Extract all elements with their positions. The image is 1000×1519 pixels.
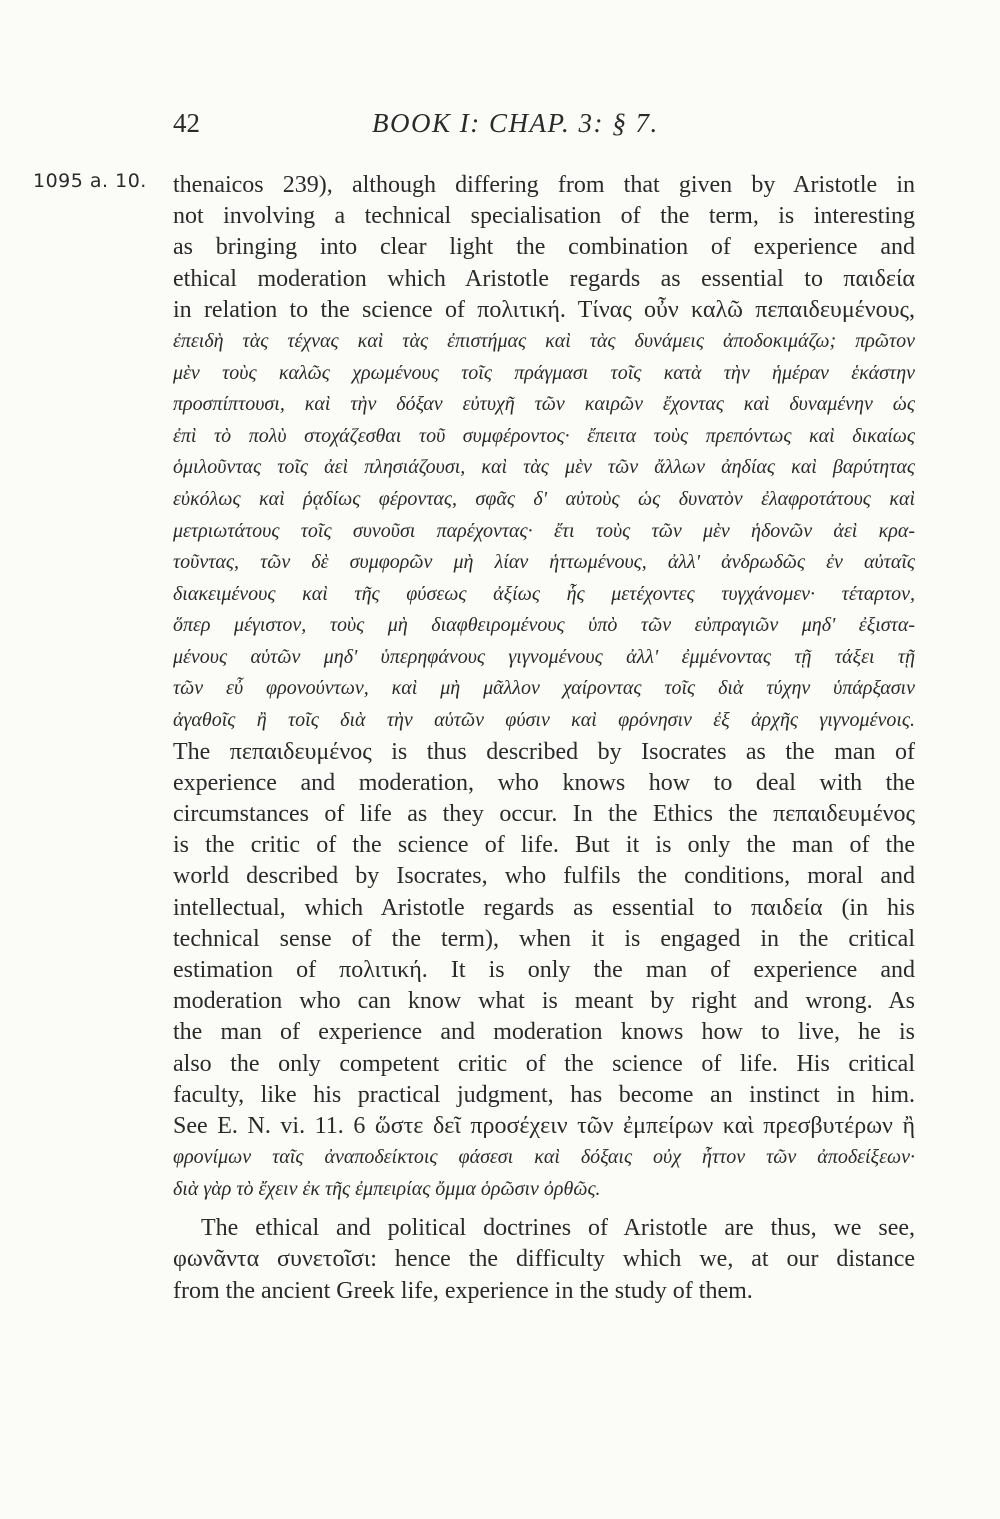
greek-quote-line: εὐκόλως καὶ ῥᾳδίως φέροντας, σφᾶς δ' αὐτοὺς ὡς δυνατὸν ἐλαφροτάτους καὶ <box>173 487 915 510</box>
page-header <box>0 108 1000 148</box>
greek-quote-line: ἀγαθοῖς ἢ τοῖς διὰ τὴν αὑτῶν φύσιν καὶ φρόνησιν ἐξ ἀρχῆς γιγνομένοις. <box>173 709 915 732</box>
text-line: estimation of πολιτική. It is only the man of experience and <box>173 956 915 983</box>
text-line: faculty, like his practical judgment, has become an instinct in him. <box>173 1081 915 1108</box>
greek-quote-line: προσπίπτουσι, καὶ τὴν δόξαν εὐτυχῆ τῶν καιρῶν ἔχοντας καὶ δυναμένην ὡς <box>173 393 915 416</box>
page-number: 42 <box>173 108 200 138</box>
text-line: the man of experience and moderation knows how to live, he is <box>173 1019 915 1046</box>
text-line: thenaicos 239), although differing from that given by Aristotle in <box>173 172 915 198</box>
text-line: in relation to the science of πολιτική. Τίνας οὖν καλῶ πεπαιδευμένους, <box>173 296 915 323</box>
greek-quote-line: τῶν εὖ φρονούντων, καὶ μὴ μᾶλλον χαίροντας τοῖς διὰ τύχην ὑπάρξασιν <box>173 677 915 700</box>
text-line: circumstances of life as they occur. In the Ethics the πεπαιδευμένος <box>173 801 915 828</box>
text-line: is the critic of the science of life. But it is only the man of the <box>173 832 915 859</box>
greek-quote-line: ἐπειδὴ τὰς τέχνας καὶ τὰς ἐπιστήμας καὶ τὰς δυνάμεις ἀποδοκιμάζω; πρῶτον <box>173 329 915 352</box>
greek-quote-line: ἐπὶ τὸ πολὺ στοχάζεσθαι τοῦ συμφέροντος· ἔπειτα τοὺς πρεπόντως καὶ δικαίως <box>173 424 915 447</box>
greek-quote-line: μένους αὑτῶν μηδ' ὑπερηφάνους γιγνομένους ἀλλ' ἐμμένοντας τῇ τάξει τῇ <box>173 645 915 668</box>
greek-quote-line: φρονίμων ταῖς ἀναποδείκτοις φάσεσι καὶ δόξαις οὐχ ἧττον τῶν ἀποδείξεων· <box>173 1146 915 1169</box>
greek-quote-line: τοῦντας, τῶν δὲ συμφορῶν μὴ λίαν ἡττωμένους, ἀλλ' ἀνδρωδῶς ἐν αὐταῖς <box>173 551 915 574</box>
paragraph-first-line: The ethical and political doctrines of Aristotle are thus, we see, <box>201 1215 915 1242</box>
greek-quote-line: μὲν τοὺς καλῶς χρωμένους τοῖς πράγμασι τοῖς κατὰ τὴν ἡμέραν ἑκάστην <box>173 361 915 384</box>
greek-quote-line: ὅπερ μέγιστον, τοὺς μὴ διαφθειρομένους ὑπὸ τῶν εὐπραγιῶν μηδ' ἐξιστα- <box>173 614 915 637</box>
greek-quote-line: μετριωτάτους τοῖς συνοῦσι παρέχοντας· ἔτι τοὺς τῶν μὲν ἡδονῶν ἀεὶ κρα- <box>173 519 915 542</box>
text-line: moderation who can know what is meant by right and wrong. As <box>173 988 915 1015</box>
text-line: from the ancient Greek life, experience in the study of them. <box>173 1277 753 1304</box>
greek-quote-line: διακειμένους καὶ τῆς φύσεως ἀξίως ἧς μετέχοντες τυγχάνομεν· τέταρτον, <box>173 582 915 605</box>
text-line: not involving a technical specialisation of the term, is interesting <box>173 203 915 230</box>
text-line: φωνᾶντα συνετοῖσι: hence the difficulty which we, at our distance <box>173 1246 915 1273</box>
text-line: technical sense of the term), when it is engaged in the critical <box>173 925 915 952</box>
body-text <box>173 170 915 1307</box>
text-line: experience and moderation, who knows how to deal with the <box>173 769 915 796</box>
greek-quote-line: διὰ γὰρ τὸ ἔχειν ἐκ τῆς ἐμπειρίας ὄμμα ὁρῶσιν ὀρθῶς. <box>173 1177 601 1200</box>
text-line: world described by Isocrates, who fulfils the conditions, moral and <box>173 863 915 890</box>
text-line: See E. N. vi. 11. 6 ὥστε δεῖ προσέχειν τῶν ἐμπείρων καὶ πρεσβυτέρων ἢ <box>173 1112 915 1139</box>
text-line: as bringing into clear light the combination of experience and <box>173 234 915 261</box>
running-head: BOOK I: CHAP. 3: § 7. <box>372 108 659 138</box>
greek-quote-line: ὁμιλοῦντας τοῖς ἀεὶ πλησιάζουσι, καὶ τὰς μὲν τῶν ἄλλων ἀηδίας καὶ βαρύτητας <box>173 456 915 479</box>
text-line: The πεπαιδευμένος is thus described by Isocrates as the man of <box>173 738 915 765</box>
margin-reference: 1095 a. 10. <box>33 170 147 192</box>
text-line: ethical moderation which Aristotle regards as essential to παιδεία <box>173 265 915 292</box>
text-line: intellectual, which Aristotle regards as essential to παιδεία (in his <box>173 894 915 921</box>
text-line: also the only competent critic of the science of life. His critical <box>173 1050 915 1077</box>
